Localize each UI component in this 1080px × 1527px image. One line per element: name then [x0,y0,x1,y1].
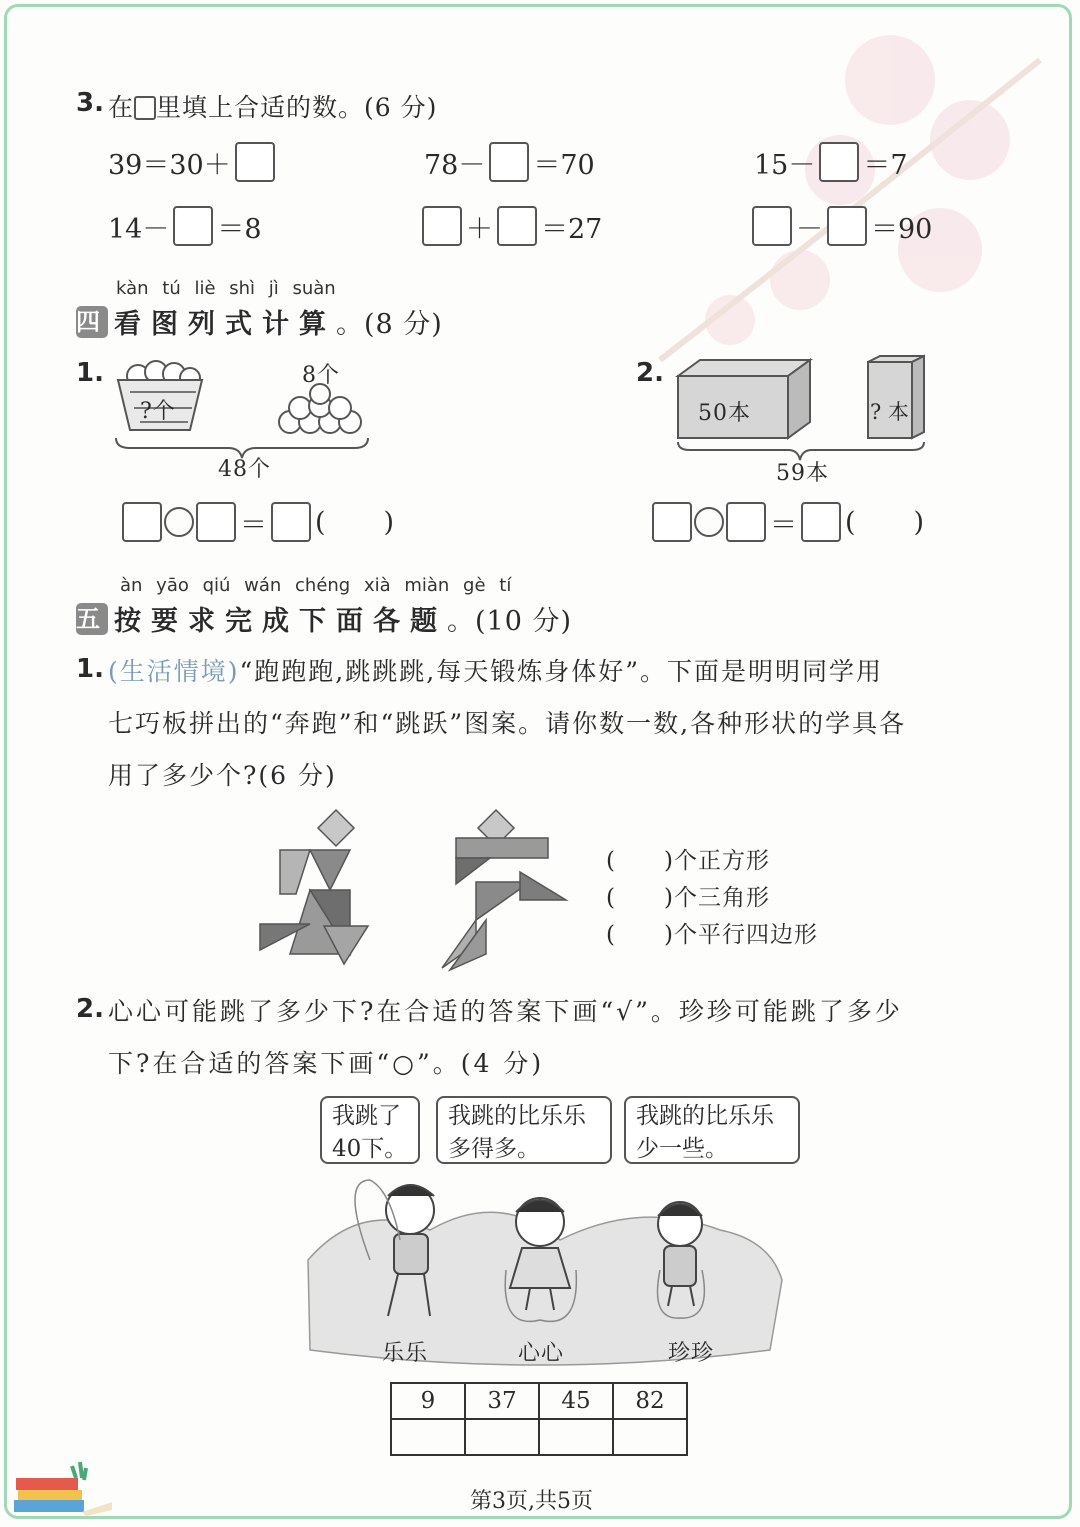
table-row [391,1419,687,1455]
q3-equation-2 [422,142,597,182]
answer-cell[interactable] [613,1419,687,1455]
bubble-text: 我跳的比乐乐 [448,1103,586,1129]
tangram-figures [250,804,580,974]
answer-cell[interactable] [465,1419,539,1455]
equation-text: 15－ [754,149,816,181]
equation-text: ＝70 [533,149,595,181]
equation-text: ＝27 [541,213,603,245]
section4-title-end: 。(8 分) [336,309,443,340]
s5-q1-line1 [108,652,883,688]
books-decoration-icon [12,1458,116,1518]
answer-squares[interactable]: ( )个正方形 [606,848,770,874]
table-cell: 37 [465,1383,539,1419]
equation-text: 78－ [424,149,486,181]
q3-prompt-end: 里填上合适的数。(6 分) [156,93,438,122]
big-books-label: 50本 [698,401,751,426]
operator-circle[interactable] [694,507,724,537]
bubble-text: 40下。 [332,1136,408,1162]
child-name-zhenzhen: 珍珍 [668,1341,715,1366]
table-row [391,1383,687,1419]
q1-text: “跑跑跑,跳跳跳,每天锻炼身体好”。下面是明明同学用 [239,657,883,686]
answer-box[interactable] [196,502,236,542]
s5-q2-number: 2. [76,994,104,1024]
section5-title: 按要求完成下面各题 [114,606,447,637]
q3-number: 3. [76,88,104,118]
answer-cell[interactable] [539,1419,613,1455]
answer-box[interactable] [652,502,692,542]
section5-heading [76,599,572,638]
small-box-icon [134,96,156,120]
s4-p2-equation [652,502,926,542]
unit-paren-open: ( [315,506,326,538]
unit-paren-close: ) [913,506,925,538]
q3-equation-1 [106,142,275,182]
equation-text: ＝90 [871,213,933,245]
s5-q1-line3: 用了多少个?(6 分) [108,761,337,790]
answer-box[interactable] [801,502,841,542]
context-tag: (生活情境) [108,657,240,686]
s4-p1-number: 1. [76,358,104,388]
small-books-label: ? 本 [870,400,909,424]
blossom-decoration [640,20,1060,380]
child-name-lele: 乐乐 [382,1341,429,1366]
unit-paren-open: ( [845,506,856,538]
section5-pinyin: àn yāo qiú wán chéng xià miàn gè tí [120,575,512,596]
s5-q2-line1: 心心可能跳了多少下?在合适的答案下画“√”。珍珍可能跳了多少 [108,997,903,1026]
answer-box[interactable] [271,502,311,542]
answer-box[interactable] [235,142,275,182]
equation-text: 14－ [108,213,170,245]
section4-title: 看图列式计算 [114,309,336,340]
bubble-text: 多得多。 [448,1136,540,1162]
equation-text: ＋ [466,213,493,245]
peaches-label: 8个 [302,363,340,388]
answer-box[interactable] [489,142,529,182]
answer-parallelograms[interactable]: ( )个平行四边形 [606,922,818,948]
answer-box[interactable] [819,142,859,182]
bubble-text: 少一些。 [636,1136,728,1162]
answer-box[interactable] [827,206,867,246]
section5-title-end: 。(10 分) [447,606,573,637]
answer-box[interactable] [497,206,537,246]
page-footer: 第3页,共5页 [470,1489,593,1514]
table-cell: 82 [613,1383,687,1419]
equation-text: 39＝30＋ [108,149,231,181]
equation-text: ＝7 [863,149,908,181]
basket-label: ?个 [140,399,176,424]
answer-box[interactable] [422,206,462,246]
section4-heading [76,302,443,341]
s5-q1-number: 1. [76,654,104,684]
q3-equation-6 [752,206,934,246]
speech-bubble-zhenzhen [624,1096,800,1164]
answer-box[interactable] [726,502,766,542]
speech-bubble-lele [320,1096,420,1164]
answer-box[interactable] [752,206,792,246]
bubble-text: 我跳的比乐乐 [636,1103,774,1129]
s5-q1-line2: 七巧板拼出的“奔跑”和“跳跃”图案。请你数一数,各种形状的学具各 [108,709,907,738]
jump-count-table [390,1382,688,1456]
unit-paren-close: ) [383,506,395,538]
answer-cell[interactable] [391,1419,465,1455]
table-cell: 9 [391,1383,465,1419]
bubble-text: 我跳了 [332,1103,401,1129]
answer-box[interactable] [122,502,162,542]
p1-total: 48个 [218,457,271,482]
answer-triangles[interactable]: ( )个三角形 [606,885,770,911]
table-cell: 45 [539,1383,613,1419]
equation-text: ＝8 [217,213,262,245]
q3-prompt [108,88,437,124]
equation-text: － [796,213,823,245]
s4-p2-number: 2. [636,358,664,388]
answer-box[interactable] [173,206,213,246]
q3-equation-5 [422,206,604,246]
section-number-icon: 四 [76,306,110,336]
speech-bubble-xinxin [436,1096,612,1164]
section-number-icon: 五 [76,603,110,633]
equals-sign: ＝ [770,509,797,541]
child-name-xinxin: 心心 [518,1341,565,1366]
operator-circle[interactable] [164,507,194,537]
s4-p1-equation [122,502,396,542]
q3-equation-4 [106,206,264,246]
q3-equation-3 [752,142,910,182]
equals-sign: ＝ [240,509,267,541]
section4-pinyin: kàn tú liè shì jì suàn [116,278,336,299]
s5-q2-line2: 下?在合适的答案下画“○”。(4 分) [108,1049,545,1078]
q3-prompt-start: 在 [108,93,135,122]
p2-total: 59本 [776,461,829,486]
